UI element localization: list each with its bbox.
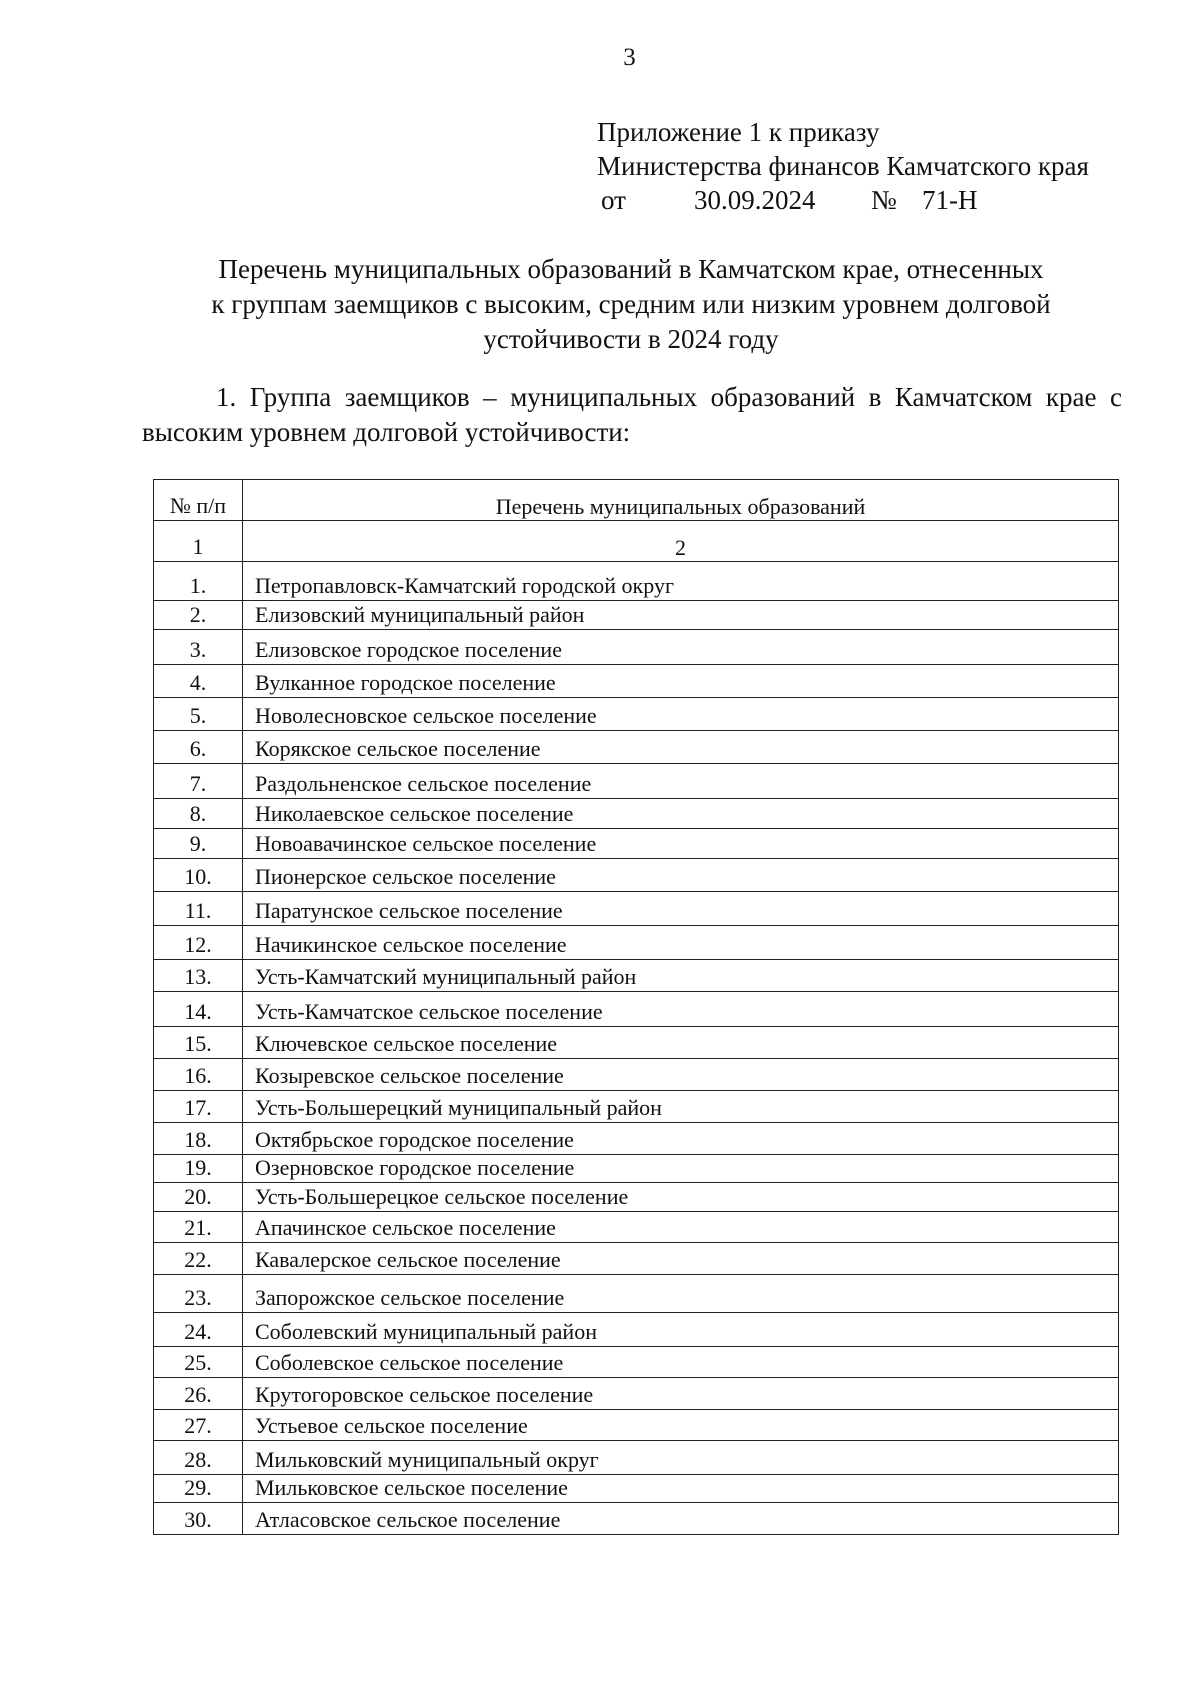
row-number: 22. bbox=[154, 1243, 243, 1275]
table-row bbox=[154, 731, 1119, 764]
table-row bbox=[154, 1212, 1119, 1243]
municipality-name: Усть-Большерецкий муниципальный район bbox=[243, 1091, 1119, 1123]
row-number: 15. bbox=[154, 1027, 243, 1059]
municipality-name: Раздольненское сельское поселение bbox=[243, 764, 1119, 799]
section-heading: 1. Группа заемщиков – муниципальных образований в Камчатском крае с высоким уровнем долговой устойчивости: bbox=[142, 382, 1122, 447]
number-sign: № bbox=[871, 185, 897, 215]
table-row bbox=[154, 1027, 1119, 1059]
table-row bbox=[154, 992, 1119, 1027]
row-number: 25. bbox=[154, 1347, 243, 1378]
order-date-line bbox=[597, 183, 1089, 217]
municipality-name: Елизовский муниципальный район bbox=[243, 601, 1119, 630]
row-number: 13. bbox=[154, 960, 243, 992]
table-row bbox=[154, 698, 1119, 731]
row-number: 29. bbox=[154, 1475, 243, 1503]
header-num: № п/п bbox=[154, 480, 243, 521]
municipality-name: Вулканное городское поселение bbox=[243, 665, 1119, 698]
municipality-name: Апачинское сельское поселение bbox=[243, 1212, 1119, 1243]
table-row bbox=[154, 562, 1119, 601]
municipality-name: Козыревское сельское поселение bbox=[243, 1059, 1119, 1091]
table-row bbox=[154, 859, 1119, 892]
table-row bbox=[154, 1313, 1119, 1347]
table-row bbox=[154, 1475, 1119, 1503]
title-line-1: Перечень муниципальных образований в Камчатском крае, отнесенных bbox=[218, 254, 1044, 284]
row-number: 18. bbox=[154, 1123, 243, 1155]
row-number: 12. bbox=[154, 926, 243, 960]
order-number: 71-Н bbox=[922, 185, 978, 215]
table-row bbox=[154, 1059, 1119, 1091]
municipality-name: Крутогоровское сельское поселение bbox=[243, 1378, 1119, 1410]
table-row bbox=[154, 892, 1119, 926]
header-name: Перечень муниципальных образований bbox=[243, 480, 1119, 521]
table-row bbox=[154, 1275, 1119, 1313]
municipality-name: Корякское сельское поселение bbox=[243, 731, 1119, 764]
title-line-3: устойчивости в 2024 году bbox=[483, 324, 779, 354]
row-number: 27. bbox=[154, 1410, 243, 1441]
municipality-name: Новолесновское сельское поселение bbox=[243, 698, 1119, 731]
row-number: 5. bbox=[154, 698, 243, 731]
row-number: 2. bbox=[154, 601, 243, 630]
table-row bbox=[154, 1091, 1119, 1123]
row-number: 28. bbox=[154, 1441, 243, 1475]
municipality-name: Мильковское сельское поселение bbox=[243, 1475, 1119, 1503]
row-number: 21. bbox=[154, 1212, 243, 1243]
municipality-name: Мильковский муниципальный округ bbox=[243, 1441, 1119, 1475]
table-row bbox=[154, 829, 1119, 859]
row-number: 4. bbox=[154, 665, 243, 698]
document-title bbox=[140, 252, 1122, 357]
table-row bbox=[154, 1183, 1119, 1212]
row-number: 23. bbox=[154, 1275, 243, 1313]
municipality-name: Усть-Большерецкое сельское поселение bbox=[243, 1183, 1119, 1212]
title-line-2: к группам заемщиков с высоким, средним или низким уровнем долговой bbox=[211, 289, 1051, 319]
table-row bbox=[154, 1347, 1119, 1378]
table-row bbox=[154, 1410, 1119, 1441]
table-row bbox=[154, 1123, 1119, 1155]
municipality-name: Устьевое сельское поселение bbox=[243, 1410, 1119, 1441]
column-number-row bbox=[154, 521, 1119, 562]
row-number: 26. bbox=[154, 1378, 243, 1410]
table-row bbox=[154, 1378, 1119, 1410]
municipality-name: Усть-Камчатский муниципальный район bbox=[243, 960, 1119, 992]
municipality-name: Новоавачинское сельское поселение bbox=[243, 829, 1119, 859]
table-row bbox=[154, 1503, 1119, 1535]
municipality-name: Усть-Камчатское сельское поселение bbox=[243, 992, 1119, 1027]
municipality-name: Кавалерское сельское поселение bbox=[243, 1243, 1119, 1275]
municipality-name: Елизовское городское поселение bbox=[243, 630, 1119, 665]
municipality-name: Начикинское сельское поселение bbox=[243, 926, 1119, 960]
order-date: 30.09.2024 bbox=[694, 185, 816, 215]
municipality-name: Пионерское сельское поселение bbox=[243, 859, 1119, 892]
municipality-name: Соболевское сельское поселение bbox=[243, 1347, 1119, 1378]
municipality-name: Ключевское сельское поселение bbox=[243, 1027, 1119, 1059]
municipality-name: Соболевский муниципальный район bbox=[243, 1313, 1119, 1347]
municipality-name: Петропавловск-Камчатский городской округ bbox=[243, 562, 1119, 601]
row-number: 30. bbox=[154, 1503, 243, 1535]
municipality-name: Николаевское сельское поселение bbox=[243, 799, 1119, 829]
table-header-row bbox=[154, 480, 1119, 521]
colnum-2: 2 bbox=[243, 521, 1119, 562]
table-row bbox=[154, 960, 1119, 992]
municipality-name: Атласовское сельское поселение bbox=[243, 1503, 1119, 1535]
row-number: 7. bbox=[154, 764, 243, 799]
municipalities-table bbox=[153, 479, 1119, 1535]
table-row bbox=[154, 926, 1119, 960]
table-row bbox=[154, 1441, 1119, 1475]
from-label: от bbox=[601, 185, 626, 215]
colnum-1: 1 bbox=[154, 521, 243, 562]
table-row bbox=[154, 630, 1119, 665]
row-number: 3. bbox=[154, 630, 243, 665]
row-number: 1. bbox=[154, 562, 243, 601]
table-row bbox=[154, 1155, 1119, 1183]
row-number: 6. bbox=[154, 731, 243, 764]
table-row bbox=[154, 601, 1119, 630]
table-row bbox=[154, 1243, 1119, 1275]
municipality-name: Паратунское сельское поселение bbox=[243, 892, 1119, 926]
table-row bbox=[154, 799, 1119, 829]
row-number: 16. bbox=[154, 1059, 243, 1091]
appendix-block bbox=[597, 115, 1089, 217]
appendix-line-2: Министерства финансов Камчатского края bbox=[597, 151, 1089, 181]
row-number: 10. bbox=[154, 859, 243, 892]
table-row bbox=[154, 665, 1119, 698]
row-number: 24. bbox=[154, 1313, 243, 1347]
row-number: 14. bbox=[154, 992, 243, 1027]
row-number: 17. bbox=[154, 1091, 243, 1123]
row-number: 11. bbox=[154, 892, 243, 926]
municipality-name: Запорожское сельское поселение bbox=[243, 1275, 1119, 1313]
row-number: 20. bbox=[154, 1183, 243, 1212]
table-row bbox=[154, 764, 1119, 799]
row-number: 19. bbox=[154, 1155, 243, 1183]
municipality-name: Озерновское городское поселение bbox=[243, 1155, 1119, 1183]
municipality-name: Октябрьское городское поселение bbox=[243, 1123, 1119, 1155]
row-number: 9. bbox=[154, 829, 243, 859]
row-number: 8. bbox=[154, 799, 243, 829]
appendix-line-1: Приложение 1 к приказу bbox=[597, 117, 880, 147]
page-number: 3 bbox=[623, 44, 636, 71]
